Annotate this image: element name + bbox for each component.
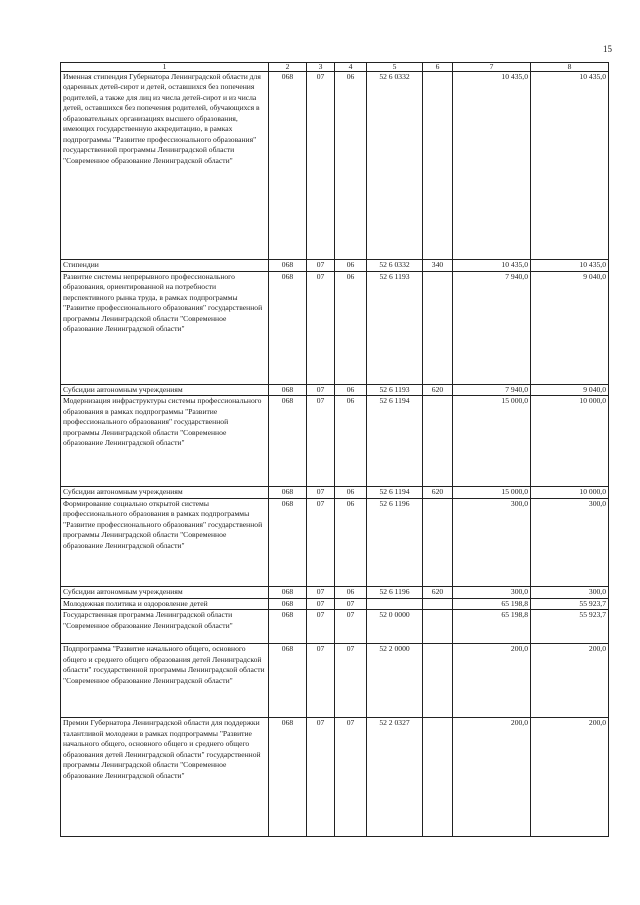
target-article-code: 52 6 0332 bbox=[367, 72, 423, 260]
expense-type-code bbox=[423, 72, 453, 260]
expense-type-code: 620 bbox=[423, 385, 453, 396]
subsection-code: 06 bbox=[335, 586, 367, 598]
ministry-code: 068 bbox=[269, 718, 307, 837]
subsection-code: 07 bbox=[335, 610, 367, 644]
target-article-code: 52 6 1193 bbox=[367, 272, 423, 385]
amount-column-8: 9 040,0 bbox=[531, 272, 609, 385]
ministry-code: 068 bbox=[269, 385, 307, 396]
budget-table bbox=[60, 62, 609, 837]
column-number: 4 bbox=[335, 63, 367, 72]
expense-type-code bbox=[423, 718, 453, 837]
table-row bbox=[61, 260, 609, 272]
amount-column-7: 10 435,0 bbox=[453, 72, 531, 260]
amount-column-8: 10 000,0 bbox=[531, 487, 609, 498]
expense-type-code bbox=[423, 396, 453, 487]
target-article-code: 52 6 1196 bbox=[367, 498, 423, 586]
row-name: Модернизация инфраструктуры системы профессионального образования в рамках подпрограммы "Развитие профессионального образования" государственной программы Ленинградской области "Современное образование Ленинградской области" bbox=[61, 396, 269, 487]
amount-column-8: 9 040,0 bbox=[531, 385, 609, 396]
ministry-code: 068 bbox=[269, 72, 307, 260]
target-article-code: 52 6 1194 bbox=[367, 396, 423, 487]
subsection-code: 06 bbox=[335, 72, 367, 260]
table-row bbox=[61, 610, 609, 644]
ministry-code: 068 bbox=[269, 498, 307, 586]
column-number-row bbox=[61, 63, 609, 72]
table-row bbox=[61, 385, 609, 396]
table-row bbox=[61, 72, 609, 260]
section-code: 07 bbox=[307, 260, 335, 272]
target-article-code: 52 6 1196 bbox=[367, 586, 423, 598]
row-name: Формирование социально открытой системы профессионального образования в рамках подпрограммы "Развитие профессионального образования" государственной программы Ленинградской области "Современное образование Ленинградской области" bbox=[61, 498, 269, 586]
ministry-code: 068 bbox=[269, 610, 307, 644]
amount-column-7: 300,0 bbox=[453, 586, 531, 598]
target-article-code: 52 6 1194 bbox=[367, 487, 423, 498]
amount-column-7: 15 000,0 bbox=[453, 396, 531, 487]
amount-column-7: 200,0 bbox=[453, 644, 531, 718]
amount-column-8: 300,0 bbox=[531, 498, 609, 586]
row-name: Премии Губернатора Ленинградской области для поддержки талантливой молодежи в рамках подпрограммы "Развитие начального общего, основного общего и среднего общего образования детей Ленинградской области" государственной программы Ленинградской области "Современное образование Ленинградской области" bbox=[61, 718, 269, 837]
subsection-code: 07 bbox=[335, 644, 367, 718]
table-row bbox=[61, 396, 609, 487]
subsection-code: 06 bbox=[335, 272, 367, 385]
amount-column-8: 10 000,0 bbox=[531, 396, 609, 487]
subsection-code: 06 bbox=[335, 385, 367, 396]
section-code: 07 bbox=[307, 396, 335, 487]
ministry-code: 068 bbox=[269, 644, 307, 718]
subsection-code: 07 bbox=[335, 598, 367, 609]
column-number: 6 bbox=[423, 63, 453, 72]
table-row bbox=[61, 644, 609, 718]
amount-column-8: 10 435,0 bbox=[531, 72, 609, 260]
amount-column-7: 7 940,0 bbox=[453, 272, 531, 385]
expense-type-code bbox=[423, 644, 453, 718]
ministry-code: 068 bbox=[269, 586, 307, 598]
subsection-code: 07 bbox=[335, 718, 367, 837]
table-row bbox=[61, 498, 609, 586]
amount-column-7: 65 198,8 bbox=[453, 610, 531, 644]
amount-column-8: 10 435,0 bbox=[531, 260, 609, 272]
section-code: 07 bbox=[307, 487, 335, 498]
subsection-code: 06 bbox=[335, 487, 367, 498]
row-name: Подпрограмма "Развитие начального общего, основного общего и среднего общего образования детей Ленинградской области" государственной программы Ленинградской области "Современное образование Ленинградской области" bbox=[61, 644, 269, 718]
table-row bbox=[61, 487, 609, 498]
expense-type-code: 620 bbox=[423, 586, 453, 598]
column-number: 2 bbox=[269, 63, 307, 72]
column-number: 8 bbox=[531, 63, 609, 72]
table-row bbox=[61, 272, 609, 385]
table-row bbox=[61, 598, 609, 609]
row-name: Развитие системы непрерывного профессионального образования, ориентированной на потребности перспективного рынка труда, в рамках подпрограммы "Развитие профессионального образования" государственной программы Ленинградской области "Современное образование Ленинградской области" bbox=[61, 272, 269, 385]
amount-column-8: 55 923,7 bbox=[531, 598, 609, 609]
subsection-code: 06 bbox=[335, 260, 367, 272]
amount-column-7: 65 198,8 bbox=[453, 598, 531, 609]
row-name: Молодежная политика и оздоровление детей bbox=[61, 598, 269, 609]
subsection-code: 06 bbox=[335, 396, 367, 487]
expense-type-code bbox=[423, 498, 453, 586]
target-article-code: 52 2 0327 bbox=[367, 718, 423, 837]
section-code: 07 bbox=[307, 385, 335, 396]
table-row bbox=[61, 718, 609, 837]
expense-type-code bbox=[423, 272, 453, 385]
amount-column-8: 200,0 bbox=[531, 718, 609, 837]
column-number: 3 bbox=[307, 63, 335, 72]
ministry-code: 068 bbox=[269, 396, 307, 487]
section-code: 07 bbox=[307, 598, 335, 609]
row-name: Государственная программа Ленинградской области "Современное образование Ленинградской области" bbox=[61, 610, 269, 644]
target-article-code: 52 0 0000 bbox=[367, 610, 423, 644]
amount-column-7: 200,0 bbox=[453, 718, 531, 837]
ministry-code: 068 bbox=[269, 487, 307, 498]
row-name: Именная стипендия Губернатора Ленинградской области для одаренных детей-сирот и детей, оставшихся без попечения родителей, а также для лиц из числа детей-сирот и из числа детей, оставшихся без попечения родителей, обучающихся в образовательных организациях высшего образования, имеющих государственную аккредитацию, в рамках подпрограммы "Развитие профессионального образования" государственной программы Ленинградской области "Современное образование Ленинградской области" bbox=[61, 72, 269, 260]
target-article-code: 52 6 1193 bbox=[367, 385, 423, 396]
target-article-code bbox=[367, 598, 423, 609]
row-name: Субсидии автономным учреждениям bbox=[61, 487, 269, 498]
table-row bbox=[61, 586, 609, 598]
section-code: 07 bbox=[307, 498, 335, 586]
amount-column-7: 15 000,0 bbox=[453, 487, 531, 498]
section-code: 07 bbox=[307, 644, 335, 718]
section-code: 07 bbox=[307, 610, 335, 644]
section-code: 07 bbox=[307, 718, 335, 837]
column-number: 5 bbox=[367, 63, 423, 72]
amount-column-8: 300,0 bbox=[531, 586, 609, 598]
column-number: 7 bbox=[453, 63, 531, 72]
amount-column-7: 300,0 bbox=[453, 498, 531, 586]
row-name: Субсидии автономным учреждениям bbox=[61, 586, 269, 598]
ministry-code: 068 bbox=[269, 272, 307, 385]
section-code: 07 bbox=[307, 272, 335, 385]
expense-type-code bbox=[423, 598, 453, 609]
target-article-code: 52 6 0332 bbox=[367, 260, 423, 272]
section-code: 07 bbox=[307, 586, 335, 598]
column-number: 1 bbox=[61, 63, 269, 72]
expense-type-code: 620 bbox=[423, 487, 453, 498]
amount-column-7: 7 940,0 bbox=[453, 385, 531, 396]
row-name: Стипендии bbox=[61, 260, 269, 272]
section-code: 07 bbox=[307, 72, 335, 260]
amount-column-8: 200,0 bbox=[531, 644, 609, 718]
ministry-code: 068 bbox=[269, 260, 307, 272]
expense-type-code bbox=[423, 610, 453, 644]
page-number: 15 bbox=[603, 44, 612, 54]
amount-column-8: 55 923,7 bbox=[531, 610, 609, 644]
subsection-code: 06 bbox=[335, 498, 367, 586]
ministry-code: 068 bbox=[269, 598, 307, 609]
row-name: Субсидии автономным учреждениям bbox=[61, 385, 269, 396]
expense-type-code: 340 bbox=[423, 260, 453, 272]
target-article-code: 52 2 0000 bbox=[367, 644, 423, 718]
amount-column-7: 10 435,0 bbox=[453, 260, 531, 272]
